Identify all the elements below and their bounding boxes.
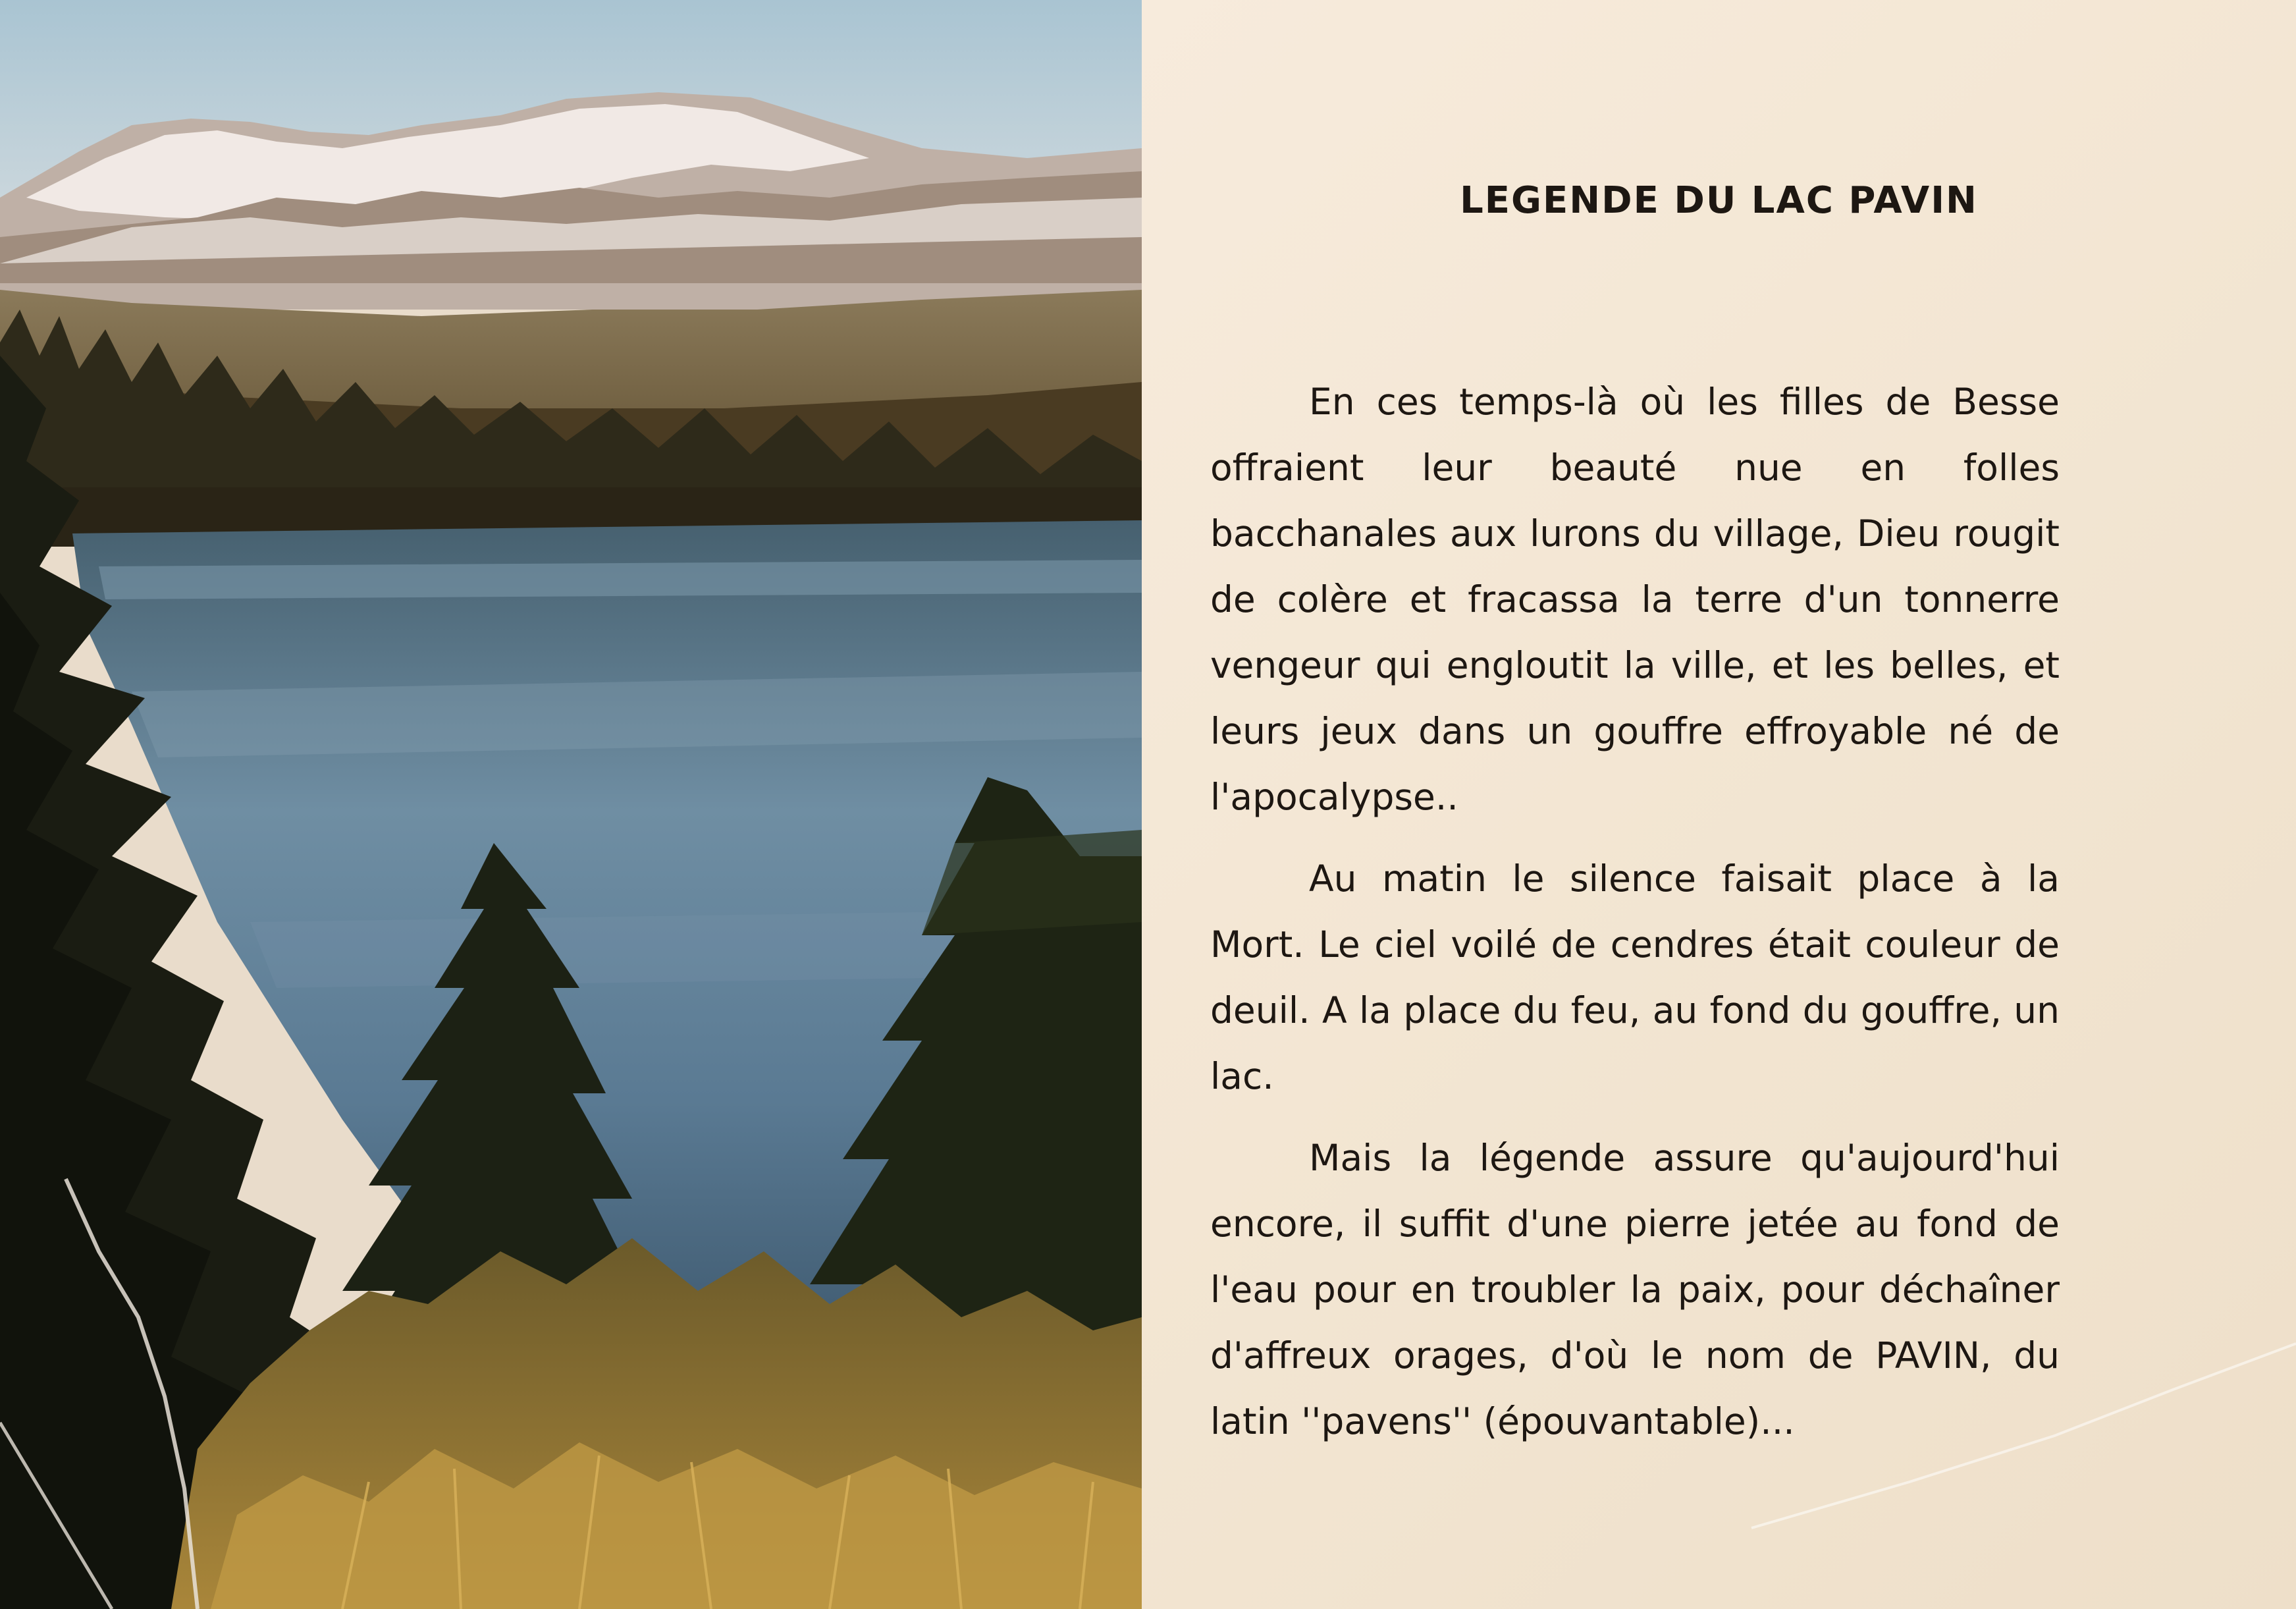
legend-paragraph: Au matin le silence faisait place à la Mort. Le ciel voilé de cendres était couleur de deuil. A la place du feu, au fond du gouffre, un lac. — [1210, 858, 2060, 1097]
legend-body — [1210, 369, 2060, 1470]
legend-paragraph: Mais la légende assure qu'aujourd'hui encore, il suffit d'une pierre jetée au fond de l'eau pour en troubler la paix, pour déchaîner d'affreux orages, d'où le nom de PAVIN, du latin ''pavens'' (épouvantable)... — [1210, 1137, 2060, 1442]
legend-text-panel — [1142, 0, 2296, 1609]
legend-paragraph: En ces temps-là où les filles de Besse offraient leur beauté nue en folles bacchanales aux lurons du village, Dieu rougit de colère et fracassa la terre d'un tonnerre vengeur qui engloutit la ville, et les belles, et leurs jeux dans un gouffre effroyable né de l'apocalypse.. — [1210, 381, 2060, 818]
legend-title: LEGENDE DU LAC PAVIN — [1460, 179, 1978, 222]
lake-landscape-photo — [0, 0, 1142, 1609]
